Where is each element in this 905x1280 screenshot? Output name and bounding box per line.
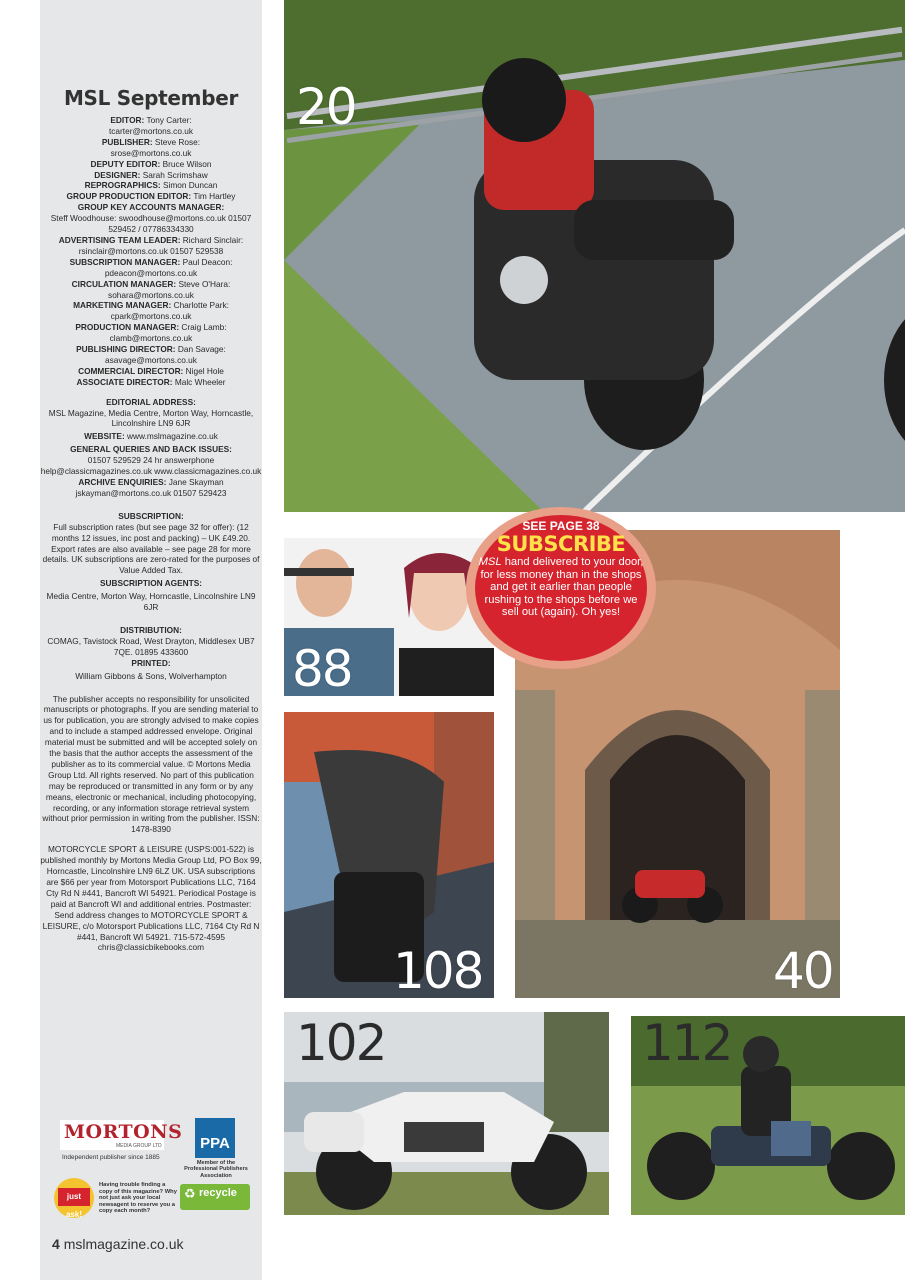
recycle-icon: ♻ <box>184 1186 196 1201</box>
masthead <box>40 86 262 953</box>
page-ref-40: 40 <box>773 942 833 1000</box>
staff-role: REPROGRAPHICS: <box>84 180 161 191</box>
recycle-label: recycle <box>199 1187 237 1199</box>
staff-name: Richard Sinclair: <box>182 234 244 245</box>
justask-logo <box>54 1178 94 1218</box>
ppa-logo <box>180 1118 252 1179</box>
archive-label: ARCHIVE ENQUIRIES: <box>78 477 167 487</box>
staff-role: GROUP PRODUCTION EDITOR: <box>66 191 192 202</box>
printed-heading: PRINTED: <box>131 657 171 668</box>
staff-list <box>40 115 262 388</box>
staff-name: Dan Savage: <box>177 344 226 355</box>
agents-heading: SUBSCRIPTION AGENTS: <box>99 578 203 589</box>
staff-role: DEPUTY EDITOR: <box>90 158 161 169</box>
staff-name: Sarah Scrimshaw <box>142 169 208 180</box>
staff-name: Simon Duncan <box>162 180 218 191</box>
staff-name: Paul Deacon: <box>182 256 233 267</box>
staff-role: ADVERTISING TEAM LEADER: <box>58 234 181 245</box>
staff-role: GROUP KEY ACCOUNTS MANAGER: <box>77 202 225 213</box>
mortons-wordmark: MORTONS <box>64 1121 183 1143</box>
subscription-heading: SUBSCRIPTION: <box>118 510 184 521</box>
website-link[interactable]: www.mslmagazine.co.uk <box>127 431 218 442</box>
staff-role: DESIGNER: <box>94 169 141 180</box>
staff-role: COMMERCIAL DIRECTOR: <box>78 365 184 376</box>
magazine-title: MSL September <box>63 86 239 110</box>
page-ref-102: 102 <box>296 1014 386 1072</box>
staff-entry <box>40 322 262 344</box>
subscribe-badge[interactable] <box>466 507 656 669</box>
distribution-heading: DISTRIBUTION: <box>120 624 182 635</box>
staff-entry <box>40 344 262 366</box>
agents-text: Media Centre, Morton Way, Horncastle, Lincolnshire LN9 6JR <box>46 591 256 613</box>
disclaimer-text: The publisher accepts no responsibility for unsolicited manuscripts or photographs. If you are sending material to us for publication, you are strongly advised to make copies and to include a stamped addressed envelope. Original material must be submitted and will be accepted solely on the basis that the author accepts the assessment of the publisher as to its commercial value. © Mortons Media Group Ltd. All rights reserved. No part of this publication may be reproduced or transmitted in any form or by any means, electronic or mechanical, including photocopying, recording, or any information storage retrieval system without prior permission in writing from the publisher. ISSN: 1478-8390 <box>42 693 260 835</box>
staff-entry <box>40 137 262 159</box>
staff-entry <box>40 366 262 377</box>
staff-entry <box>40 180 262 191</box>
staff-contact: srose@mortons.co.uk <box>110 147 192 158</box>
staff-name: Tim Hartley <box>193 191 236 202</box>
staff-contact: rsinclair@mortons.co.uk 01507 529538 <box>78 245 224 256</box>
staff-contact: cpark@mortons.co.uk <box>110 311 192 322</box>
mortons-logo <box>60 1118 183 1166</box>
page-ref-108: 108 <box>393 942 483 1000</box>
ppa-caption: Member of the Professional Publishers Association <box>184 1160 248 1179</box>
badge-subscribe-title: SUBSCRIBE <box>496 532 626 556</box>
staff-role: EDITOR: <box>110 115 145 125</box>
staff-name: Steve O'Hara: <box>178 278 231 289</box>
staff-contact: clamb@mortons.co.uk <box>109 333 193 344</box>
recycle-logo <box>180 1184 250 1210</box>
staff-entry <box>40 191 262 202</box>
website-label: WEBSITE: <box>84 431 125 442</box>
mortons-subline: MEDIA GROUP LTD <box>116 1143 162 1149</box>
staff-entry <box>40 235 262 257</box>
distribution-text: COMAG, Tavistock Road, West Drayton, Middlesex UB7 7QE. 01895 433600 <box>47 635 255 657</box>
archive-text: Jane Skayman jskayman@mortons.co.uk 01507 529423 <box>75 477 227 498</box>
page-footer <box>52 1236 184 1252</box>
staff-role: SUBSCRIPTION MANAGER: <box>69 256 181 267</box>
editorial-address: MSL Magazine, Media Centre, Morton Way, Horncastle, Lincolnshire LN9 6JR <box>48 407 254 429</box>
staff-contact: sohara@mortons.co.uk <box>108 289 194 300</box>
staff-contact: asavage@mortons.co.uk <box>105 354 197 365</box>
queries-text: 01507 529529 24 hr answerphone help@classicmagazines.co.uk www.classicmagazines.co.uk <box>40 455 262 477</box>
mortons-tagline: Independent publisher since 1885 <box>62 1154 160 1161</box>
staff-contact: pdeacon@mortons.co.uk <box>104 267 198 278</box>
justask-text: Having trouble finding a copy of this magazine? Why not just ask your local newsagent to reserve you a copy each month? <box>99 1182 177 1215</box>
printed-text: William Gibbons & Sons, Wolverhampton <box>75 670 227 681</box>
staff-entry <box>40 202 262 235</box>
staff-role: PRODUCTION MANAGER: <box>75 322 180 333</box>
page-ref-20: 20 <box>296 78 356 136</box>
staff-entry <box>40 377 262 388</box>
staff-name: Steve Rose: <box>154 136 201 147</box>
staff-contact: Steff Woodhouse: swoodhouse@mortons.co.uk 01507 529452 / 07786334330 <box>50 213 252 235</box>
staff-contact: tcarter@mortons.co.uk <box>108 125 194 136</box>
staff-entry <box>40 115 262 137</box>
staff-entry <box>40 279 262 301</box>
badge-body-text: hand delivered to your door, for less money than in the shops and get it earlier than people rushing to the shops before we sell out (again). Oh yes! <box>480 556 644 619</box>
subscription-text: Full subscription rates (but see page 32 for offer): (12 months 12 issues, inc post and packing) – UK £49.20. Export rates are also available – see page 28 for more details. UK subscriptions are zero-rated for the purposes of Value Added Tax. <box>42 521 260 576</box>
staff-role: PUBLISHER: <box>101 136 153 147</box>
page-ref-112: 112 <box>642 1014 732 1072</box>
staff-entry <box>40 159 262 170</box>
staff-name: Charlotte Park: <box>173 300 229 311</box>
staff-role: CIRCULATION MANAGER: <box>71 278 177 289</box>
staff-name: Craig Lamb: <box>181 322 227 333</box>
staff-role: ASSOCIATE DIRECTOR: <box>76 376 173 387</box>
badge-body <box>466 556 656 619</box>
footer-site[interactable]: mslmagazine.co.uk <box>63 1236 184 1252</box>
editorial-heading: EDITORIAL ADDRESS: <box>106 396 196 407</box>
usps-text: MOTORCYCLE SPORT & LEISURE (USPS:001-522) is published monthly by Mortons Media Group Ltd, PO Box 99, Horncastle, Lincolnshire LN9 6LZ UK. USA subscriptions are $66 per year from Motorsport Publications LLC, 7164 Cty Rd N #441, Bancroft WI 54921. Periodical Postage is paid at Bancroft WI and additional entries. Postmaster: Send address changes to MOTORCYCLE SPORT & LEISURE, c/o Motorsport Publications LLC, 7164 Cty Rd N #441, Bancroft WI 54921. 715-572-4595 chris@classicbikebooks.com <box>40 844 262 953</box>
page-ref-88: 88 <box>292 640 352 698</box>
photo-cornering-bike <box>284 0 905 512</box>
staff-role: MARKETING MANAGER: <box>73 300 172 311</box>
queries-label: GENERAL QUERIES AND BACK ISSUES: <box>70 444 232 455</box>
staff-entry <box>40 300 262 322</box>
staff-role: PUBLISHING DIRECTOR: <box>76 344 176 355</box>
staff-name: Nigel Hole <box>185 365 224 376</box>
staff-name: Tony Carter: <box>146 115 192 125</box>
badge-body-emphasis: MSL <box>478 556 502 568</box>
staff-name: Malc Wheeler <box>174 376 226 387</box>
staff-entry <box>40 257 262 279</box>
staff-name: Bruce Wilson <box>162 158 212 169</box>
ppa-mark: PPA <box>195 1118 235 1158</box>
staff-entry <box>40 170 262 181</box>
page-number: 4 <box>52 1236 60 1252</box>
justask-mark: just ask! <box>58 1188 90 1206</box>
badge-see-page: SEE PAGE 38 <box>522 519 600 533</box>
